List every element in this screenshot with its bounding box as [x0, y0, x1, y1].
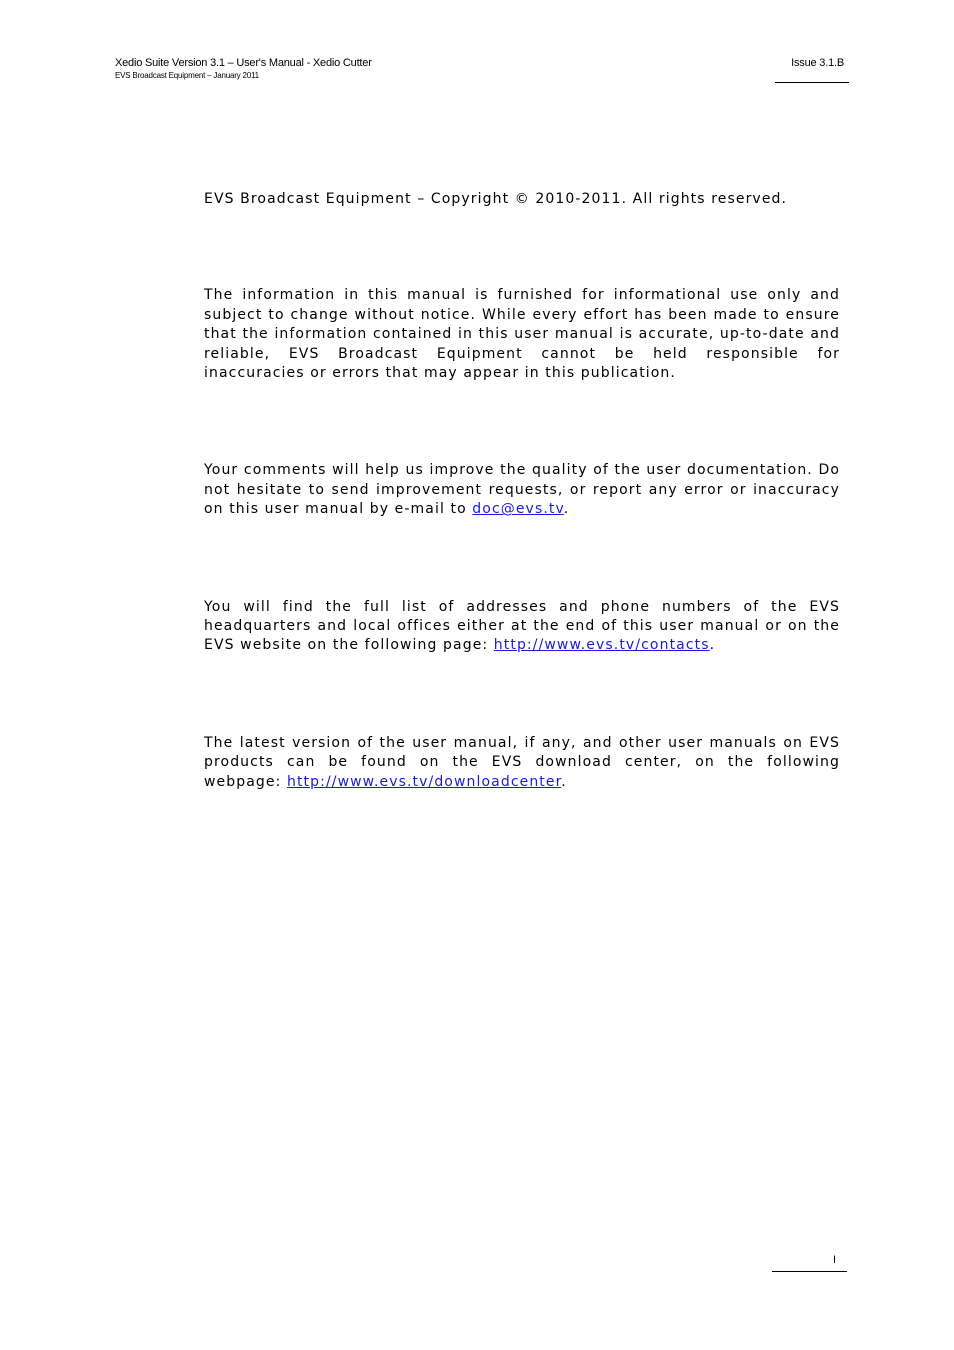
contacts-end: . — [709, 637, 716, 654]
contacts-paragraph — [204, 598, 840, 656]
page-header — [115, 57, 372, 80]
document-title: Xedio Suite Version 3.1 – User's Manual - Xedio Cutter — [115, 57, 372, 69]
comments-paragraph — [204, 461, 840, 519]
downloadcenter-link[interactable]: http://www.evs.tv/downloadcenter — [286, 773, 562, 790]
contacts-text: You will find the full list of addresses and phone numbers of the EVS headquarters and local offices either at the end of this user manual or on the EVS website on the following page: — [204, 598, 840, 654]
download-text: The latest version of the user manual, if any, and other user manuals on EVS products can be found on the EVS download center, on the following webpage: — [204, 734, 840, 790]
contacts-link[interactable]: http://www.evs.tv/contacts — [493, 637, 710, 654]
page-number: I — [833, 1254, 837, 1266]
copyright-notice: EVS Broadcast Equipment – Copyright © 2010-2011. All rights reserved. — [204, 191, 788, 207]
download-end: . — [561, 773, 567, 790]
download-paragraph — [204, 734, 840, 792]
page-content — [204, 190, 840, 792]
disclaimer-paragraph: The information in this manual is furnished for informational use only and subject to change without notice. While every effort has been made to ensure that the information contained in this user manual is accurate, up-to-date and reliable, EVS Broadcast Equipment cannot be held responsible for inaccuracies or errors that may appear in this publication. — [204, 287, 840, 382]
document-subtitle: EVS Broadcast Equipment – January 2011 — [115, 70, 259, 80]
comments-end: . — [563, 501, 570, 518]
comments-text: Your comments will help us improve the quality of the user documentation. Do not hesitate to send improvement requests, or report any error or inaccuracy on this user manual by e-mail to — [204, 462, 840, 518]
email-link[interactable]: doc@evs.tv — [472, 501, 564, 518]
footer-rule — [772, 1271, 847, 1272]
header-rule — [775, 82, 849, 83]
issue-label: Issue 3.1.B — [791, 57, 844, 69]
